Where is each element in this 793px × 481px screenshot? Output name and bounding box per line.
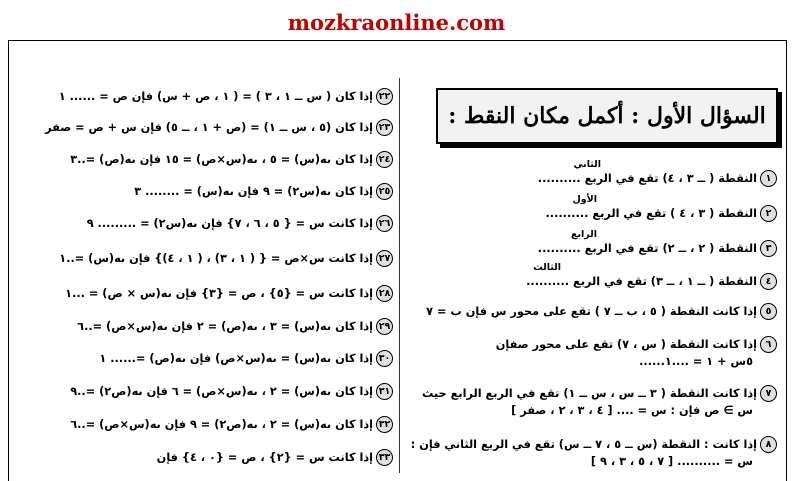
question-text: النقطة ( ــ ١ ، ــ ٣) تقع في الربع .......... xyxy=(526,275,757,288)
section-title: السؤال الأول : أكمل مكان النقط : xyxy=(436,88,778,144)
question-6-continuation xyxy=(639,355,753,368)
question-31 xyxy=(70,383,393,400)
question-text: إذا كانت س = {٢} ، ص = {٠ ، ٤} فإن xyxy=(156,451,373,464)
question-number: ١ xyxy=(760,170,777,187)
question-22 xyxy=(59,88,393,105)
question-text: إذا كانت س = { ٥ ، ٦ ، ٧} فإن ىه(س٢) = ......... ٩ xyxy=(86,217,373,230)
question-5 xyxy=(426,303,777,320)
question-text: إذا كانت س×ص = { ( ١ ، ٣) ، ( ١ ، ٤)} فإن ىه(س) =..١ xyxy=(59,252,373,265)
answer-1: الثاني xyxy=(573,159,601,170)
question-28 xyxy=(65,285,393,302)
question-number: ٣٣ xyxy=(376,449,393,466)
question-4 xyxy=(526,273,777,290)
question-text: إذا كان ىه(س٢) = ٩ فإن ىه(س) = ........ ٣ xyxy=(134,185,373,198)
question-29 xyxy=(77,318,393,335)
question-text: ٥س + ١ = ....١...... xyxy=(639,355,753,368)
question-number: ٢٦ xyxy=(376,215,393,232)
question-text: إذا كانت : النقطة (س ــ ٥ ، ٧ ــ س) تقع في الربع الثاني فإن : xyxy=(410,438,757,451)
question-6 xyxy=(496,336,777,353)
answer-4: الثالث xyxy=(533,262,561,273)
question-number: ٤ xyxy=(760,273,777,290)
question-1 xyxy=(538,170,777,187)
question-text: إذا كان (٥ ، س ــ ١) = (ص + ١ ، ــ ٥) فإن س + ص = صفر xyxy=(45,121,373,134)
question-text: إذا كان ىه(س) = ىه(س×ص) فإن ىه(ص) =...... ١ xyxy=(99,352,373,365)
question-text: إذا كان ىه(س) = ٢ ، ىه(س×ص) = ٦ فإن ىه(ص٢) =..٩ xyxy=(70,385,373,398)
question-text: النقطة ( ٢ ، ــ ٢) تقع في الربع .......... xyxy=(537,242,757,255)
question-number: ٣ xyxy=(760,240,777,257)
question-text: إذا كانت النقطة ( ٥ ، ب ــ ٧ ) تقع على محور س فإن ب = ٧ xyxy=(426,305,757,318)
question-number: ٢ xyxy=(760,205,777,222)
question-number: ٣١ xyxy=(376,383,393,400)
question-number: ٢٤ xyxy=(376,151,393,168)
question-33 xyxy=(157,449,393,466)
question-text: إذا كان ( س ــ ١ ، ٣ ) = ( ١ ، ص + س) فإن ص = ...... ١ xyxy=(58,90,373,103)
question-8 xyxy=(411,436,777,453)
answer-3: الرابع xyxy=(570,229,597,240)
question-26 xyxy=(87,215,393,232)
question-text: س = .......... [ ٧ ، ٥ ، ٣ ، ٩ ] xyxy=(590,455,753,468)
question-7 xyxy=(422,385,777,402)
column-divider xyxy=(399,78,400,473)
question-text: النقطة ( ــ ٣ ، ٤) تقع في الربع .......... xyxy=(537,172,757,185)
question-27 xyxy=(59,250,393,267)
question-3 xyxy=(538,240,777,257)
question-24 xyxy=(70,151,393,168)
answer-2: الأول xyxy=(572,194,597,205)
question-number: ٢٨ xyxy=(376,285,393,302)
question-23 xyxy=(45,119,393,136)
question-number: ٢٣ xyxy=(376,119,393,136)
question-number: ٣٠ xyxy=(376,350,393,367)
question-number: ٥ xyxy=(760,303,777,320)
question-text: إذا كانت س = {٥} ، ص = {٣} فإن ىه(س × ص) = ...١ xyxy=(65,287,373,300)
question-text: إذا كان ىه(س) = ٣ ، ىه(ص) = ٢ فإن ىه(س×ص) =..٦ xyxy=(77,320,373,333)
question-number: ٢٩ xyxy=(376,318,393,335)
question-text: إذا كانت النقطة ( ٣ ــ س ، س ــ ١) تقع في الربع الرابع حيث xyxy=(421,387,757,400)
question-32 xyxy=(70,416,393,433)
question-text: س ∋ ص فإن : س = .... [ ٤ ، ٣ ، ٢ ، صفر ] xyxy=(511,404,753,417)
question-2 xyxy=(546,205,778,222)
question-25 xyxy=(134,183,393,200)
question-7-continuation xyxy=(511,404,753,417)
question-number: ٣٢ xyxy=(376,416,393,433)
question-number: ٢٥ xyxy=(376,183,393,200)
question-number: ٦ xyxy=(760,336,777,353)
question-number: ٨ xyxy=(760,436,777,453)
question-30 xyxy=(99,350,393,367)
question-text: إذا كانت النقطة ( س ، ٧) تقع على محور صفإن xyxy=(495,338,757,351)
question-text: النقطة ( ٣ ، ٤ ) تقع في الربع .......... xyxy=(545,207,757,220)
question-8-continuation xyxy=(591,455,753,468)
question-number: ٢٢ xyxy=(376,88,393,105)
question-number: ٢٧ xyxy=(376,250,393,267)
watermark: mozkraonline.com xyxy=(287,10,506,35)
question-text: إذا كان ىه(س) = ٢ ، ىه(ص٢) = ٩ فإن ىه(س×ص) =..٦ xyxy=(70,418,373,431)
question-text: إذا كان ىه(س) = ٥ ، ىه(س×ص) = ١٥ فإن ىه(ص) =..٣ xyxy=(70,153,373,166)
question-number: ٧ xyxy=(760,385,777,402)
